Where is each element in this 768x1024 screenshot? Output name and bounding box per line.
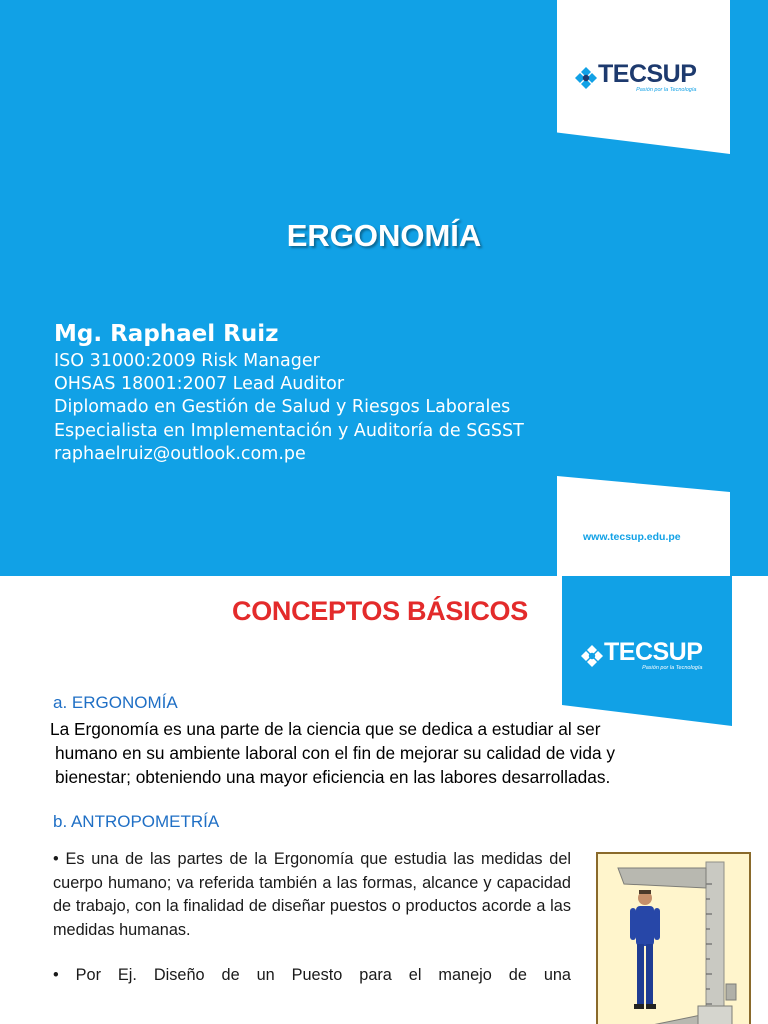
tecsup-logo-icon (580, 644, 604, 668)
logo-wordmark: TECSUP (598, 60, 697, 88)
caliper-worker-illustration (596, 852, 751, 1024)
website-tab (557, 476, 730, 576)
caliper-worker-icon (598, 854, 749, 1024)
credential-line: OHSAS 18001:2007 Lead Auditor (54, 374, 345, 395)
credential-line: Diplomado en Gestión de Salud y Riesgos Laborales (54, 397, 511, 418)
credential-line: Especialista en Implementación y Auditoría de SGSST (54, 420, 524, 441)
bullet-item: • Es una de las partes de la Ergonomía que estudia las medidas del cuerpo humano; va referida también a las formas, alcance y capacidad de trabajo, con la finalidad de diseñar puestos o productos acorde a las medidas humanas. (53, 850, 571, 939)
concepts-slide (0, 576, 768, 1024)
tecsup-logo (574, 62, 696, 94)
logo-tagline: Pasión por la Tecnología (642, 665, 703, 671)
logo-wordmark: TECSUP (604, 638, 703, 666)
credential-line: ISO 31000:2009 Risk Manager (54, 351, 320, 371)
tecsup-logo (580, 640, 702, 672)
author-name: Mg. Raphael Ruiz (54, 321, 279, 347)
slide-title: CONCEPTOS BÁSICOS (232, 596, 528, 626)
tecsup-logo-icon (574, 66, 598, 90)
section-heading-antropometria: b. ANTROPOMETRÍA (53, 812, 220, 831)
antropometria-bullets (53, 848, 571, 988)
author-block (54, 318, 524, 466)
presentation-title: ERGONOMÍA (286, 218, 482, 253)
bullet-item: • Por Ej. Diseño de un Puesto para el manejo de una (53, 966, 571, 984)
section-heading-ergonomia: a. ERGONOMÍA (53, 693, 178, 712)
ergonomia-definition (50, 717, 710, 789)
paragraph-line: bienestar; obteniendo una mayor eficiencia en las labores desarrolladas. (55, 767, 611, 787)
website-link[interactable]: www.tecsup.edu.pe (583, 531, 681, 543)
author-email[interactable]: raphaelruiz@outlook.com.pe (54, 443, 306, 464)
paragraph-line: humano en su ambiente laboral con el fin de mejorar su calidad de vida y (55, 743, 616, 763)
logo-tagline: Pasión por la Tecnología (636, 87, 697, 93)
paragraph-line: La Ergonomía es una parte de la ciencia que se dedica a estudiar al ser (50, 719, 601, 739)
